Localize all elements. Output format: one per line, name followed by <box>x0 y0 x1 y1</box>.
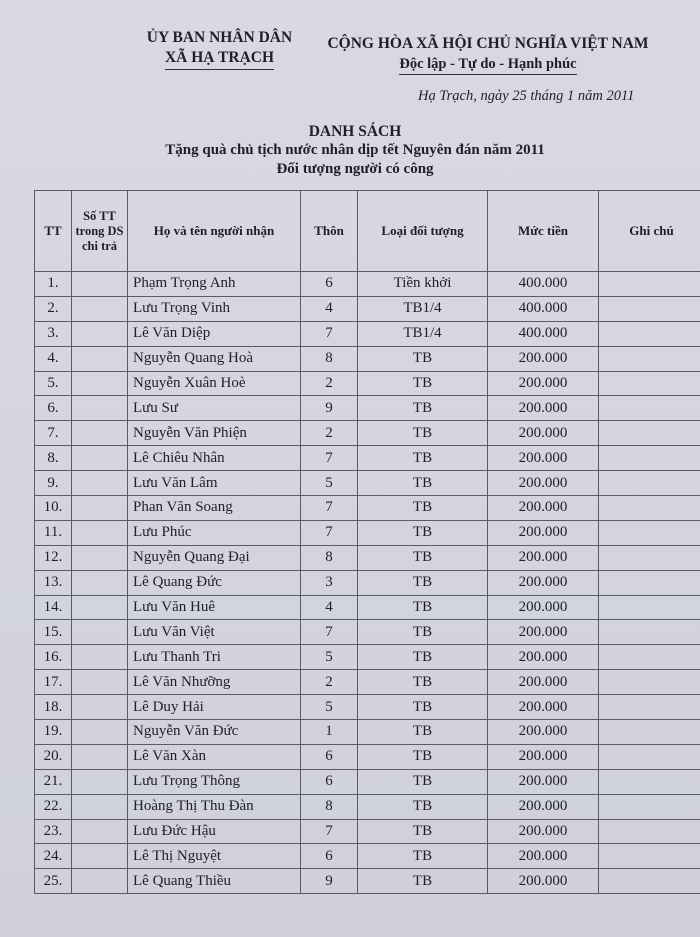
table-row <box>35 570 700 595</box>
row-stt <box>72 869 128 894</box>
row-stt <box>72 520 128 545</box>
row-tien: 400.000 <box>488 321 599 346</box>
row-stt <box>72 296 128 321</box>
row-name: Lưu Sư <box>128 396 301 421</box>
row-loai: TB <box>358 545 488 570</box>
row-ghichu <box>599 321 700 346</box>
row-stt <box>72 794 128 819</box>
row-ghichu <box>599 570 700 595</box>
row-thon: 2 <box>301 371 358 396</box>
recipient-table <box>34 190 700 894</box>
row-number: 10. <box>35 496 72 521</box>
row-tien: 200.000 <box>488 446 599 471</box>
row-loai: TB <box>358 869 488 894</box>
issuer-line2: XÃ HẠ TRẠCH <box>165 48 274 70</box>
row-loai: TB <box>358 844 488 869</box>
row-name: Lưu Trọng Thông <box>128 769 301 794</box>
row-stt <box>72 720 128 745</box>
row-loai: TB <box>358 670 488 695</box>
row-ghichu <box>599 446 700 471</box>
row-name: Phan Văn Soang <box>128 496 301 521</box>
row-thon: 2 <box>301 421 358 446</box>
row-thon: 5 <box>301 645 358 670</box>
table-row <box>35 794 700 819</box>
row-tien: 200.000 <box>488 744 599 769</box>
row-tien: 200.000 <box>488 545 599 570</box>
row-ghichu <box>599 346 700 371</box>
header-ghichu: Ghi chú <box>599 191 700 272</box>
row-ghichu <box>599 670 700 695</box>
row-name: Lưu Văn Việt <box>128 620 301 645</box>
row-thon: 8 <box>301 346 358 371</box>
row-number: 1. <box>35 272 72 297</box>
row-ghichu <box>599 769 700 794</box>
table-row <box>35 446 700 471</box>
row-number: 7. <box>35 421 72 446</box>
table-row <box>35 595 700 620</box>
row-thon: 6 <box>301 844 358 869</box>
row-name: Phạm Trọng Anh <box>128 272 301 297</box>
row-ghichu <box>599 645 700 670</box>
row-name: Lưu Đức Hậu <box>128 819 301 844</box>
row-loai: TB <box>358 819 488 844</box>
row-tien: 200.000 <box>488 595 599 620</box>
row-number: 19. <box>35 720 72 745</box>
table-header-row <box>35 191 700 272</box>
row-ghichu <box>599 819 700 844</box>
row-stt <box>72 695 128 720</box>
row-name: Lê Quang Đức <box>128 570 301 595</box>
row-name: Lưu Trọng Vinh <box>128 296 301 321</box>
table-row <box>35 720 700 745</box>
row-stt <box>72 471 128 496</box>
table-row <box>35 520 700 545</box>
row-thon: 6 <box>301 272 358 297</box>
row-ghichu <box>599 794 700 819</box>
country-name: CỘNG HÒA XÃ HỘI CHỦ NGHĨA VIỆT NAM <box>327 35 649 52</box>
row-stt <box>72 272 128 297</box>
row-ghichu <box>599 496 700 521</box>
row-loai: TB <box>358 446 488 471</box>
header-thon: Thôn <box>301 191 358 272</box>
table-row <box>35 321 700 346</box>
row-stt <box>72 371 128 396</box>
row-number: 11. <box>35 520 72 545</box>
header-name: Họ và tên người nhận <box>128 191 301 272</box>
row-ghichu <box>599 545 700 570</box>
row-number: 8. <box>35 446 72 471</box>
table-row <box>35 421 700 446</box>
row-thon: 7 <box>301 321 358 346</box>
row-number: 4. <box>35 346 72 371</box>
row-ghichu <box>599 620 700 645</box>
row-name: Lê Văn Diệp <box>128 321 301 346</box>
row-stt <box>72 645 128 670</box>
document-subtitle: Tặng quà chủ tịch nước nhân dịp tết Nguyên đán năm 2011 <box>165 142 545 158</box>
national-motto: Độc lập - Tự do - Hạnh phúc <box>399 54 576 75</box>
row-loai: TB <box>358 396 488 421</box>
row-stt <box>72 620 128 645</box>
row-loai: TB <box>358 371 488 396</box>
row-loai: TB <box>358 794 488 819</box>
row-ghichu <box>599 744 700 769</box>
row-name: Lê Quang Thiều <box>128 869 301 894</box>
row-name: Nguyễn Xuân Hoè <box>128 371 301 396</box>
row-loai: TB <box>358 471 488 496</box>
row-name: Lê Thị Nguyệt <box>128 844 301 869</box>
row-ghichu <box>599 396 700 421</box>
issuer-line1: ỦY BAN NHÂN DÂN <box>146 29 293 46</box>
row-name: Lưu Phúc <box>128 520 301 545</box>
row-number: 22. <box>35 794 72 819</box>
row-number: 24. <box>35 844 72 869</box>
row-ghichu <box>599 272 700 297</box>
row-ghichu <box>599 720 700 745</box>
row-thon: 7 <box>301 620 358 645</box>
row-number: 20. <box>35 744 72 769</box>
row-thon: 9 <box>301 396 358 421</box>
row-tien: 200.000 <box>488 346 599 371</box>
row-tien: 200.000 <box>488 570 599 595</box>
row-tien: 200.000 <box>488 844 599 869</box>
row-thon: 1 <box>301 720 358 745</box>
row-loai: TB <box>358 570 488 595</box>
row-ghichu <box>599 695 700 720</box>
row-name: Nguyễn Văn Phiện <box>128 421 301 446</box>
row-stt <box>72 446 128 471</box>
table-row <box>35 396 700 421</box>
row-ghichu <box>599 296 700 321</box>
row-stt <box>72 545 128 570</box>
row-thon: 7 <box>301 446 358 471</box>
row-name: Lưu Thanh Tri <box>128 645 301 670</box>
row-name: Lưu Văn Lâm <box>128 471 301 496</box>
row-loai: TB <box>358 769 488 794</box>
row-number: 23. <box>35 819 72 844</box>
row-tien: 200.000 <box>488 695 599 720</box>
row-stt <box>72 570 128 595</box>
row-ghichu <box>599 595 700 620</box>
row-tien: 400.000 <box>488 272 599 297</box>
row-stt <box>72 670 128 695</box>
table-row <box>35 496 700 521</box>
table-row <box>35 819 700 844</box>
row-loai: TB <box>358 695 488 720</box>
row-thon: 8 <box>301 545 358 570</box>
row-tien: 200.000 <box>488 421 599 446</box>
table-row <box>35 869 700 894</box>
issuer-block <box>132 28 307 70</box>
row-number: 5. <box>35 371 72 396</box>
row-name: Lưu Văn Huê <box>128 595 301 620</box>
row-loai: TB <box>358 744 488 769</box>
table-row <box>35 272 700 297</box>
row-stt <box>72 321 128 346</box>
table-row <box>35 769 700 794</box>
table-row <box>35 844 700 869</box>
row-tien: 200.000 <box>488 869 599 894</box>
row-name: Lê Văn Xàn <box>128 744 301 769</box>
row-stt <box>72 769 128 794</box>
header-tien: Mức tiền <box>488 191 599 272</box>
row-loai: TB <box>358 620 488 645</box>
table-row <box>35 471 700 496</box>
row-thon: 2 <box>301 670 358 695</box>
row-thon: 7 <box>301 520 358 545</box>
row-loai: TB <box>358 346 488 371</box>
table-row <box>35 620 700 645</box>
row-number: 12. <box>35 545 72 570</box>
table-row <box>35 670 700 695</box>
row-number: 17. <box>35 670 72 695</box>
row-tien: 200.000 <box>488 794 599 819</box>
row-ghichu <box>599 371 700 396</box>
row-loai: TB1/4 <box>358 296 488 321</box>
row-stt <box>72 844 128 869</box>
row-name: Hoàng Thị Thu Đàn <box>128 794 301 819</box>
header-loai: Loại đối tượng <box>358 191 488 272</box>
row-number: 18. <box>35 695 72 720</box>
row-number: 25. <box>35 869 72 894</box>
row-thon: 6 <box>301 744 358 769</box>
row-tien: 200.000 <box>488 645 599 670</box>
row-loai: TB1/4 <box>358 321 488 346</box>
row-tien: 200.000 <box>488 620 599 645</box>
row-stt <box>72 496 128 521</box>
row-number: 9. <box>35 471 72 496</box>
row-thon: 7 <box>301 496 358 521</box>
row-thon: 9 <box>301 869 358 894</box>
row-number: 14. <box>35 595 72 620</box>
row-stt <box>72 744 128 769</box>
row-stt <box>72 595 128 620</box>
row-name: Nguyễn Quang Đại <box>128 545 301 570</box>
row-thon: 5 <box>301 695 358 720</box>
header-stt: Số TT trong DS chi trả <box>72 191 128 272</box>
row-stt <box>72 346 128 371</box>
row-loai: TB <box>358 496 488 521</box>
row-stt <box>72 819 128 844</box>
row-number: 15. <box>35 620 72 645</box>
row-name: Lê Văn Nhưỡng <box>128 670 301 695</box>
row-ghichu <box>599 869 700 894</box>
row-name: Nguyễn Văn Đức <box>128 720 301 745</box>
row-ghichu <box>599 844 700 869</box>
header-tt: TT <box>35 191 72 272</box>
row-ghichu <box>599 421 700 446</box>
row-thon: 6 <box>301 769 358 794</box>
row-number: 13. <box>35 570 72 595</box>
row-number: 6. <box>35 396 72 421</box>
row-name: Lê Chiêu Nhân <box>128 446 301 471</box>
row-number: 3. <box>35 321 72 346</box>
row-number: 2. <box>35 296 72 321</box>
table-row <box>35 296 700 321</box>
row-loai: TB <box>358 595 488 620</box>
row-number: 16. <box>35 645 72 670</box>
row-loai: Tiền khởi <box>358 272 488 297</box>
row-tien: 200.000 <box>488 769 599 794</box>
row-name: Lê Duy Hải <box>128 695 301 720</box>
row-loai: TB <box>358 421 488 446</box>
row-thon: 7 <box>301 819 358 844</box>
row-loai: TB <box>358 520 488 545</box>
document-title-block <box>120 122 590 179</box>
row-tien: 200.000 <box>488 371 599 396</box>
row-loai: TB <box>358 720 488 745</box>
table-row <box>35 346 700 371</box>
row-thon: 4 <box>301 296 358 321</box>
row-stt <box>72 396 128 421</box>
national-heading <box>318 34 658 75</box>
row-tien: 200.000 <box>488 520 599 545</box>
row-stt <box>72 421 128 446</box>
row-name: Nguyễn Quang Hoà <box>128 346 301 371</box>
row-ghichu <box>599 471 700 496</box>
row-tien: 200.000 <box>488 396 599 421</box>
row-tien: 200.000 <box>488 496 599 521</box>
row-thon: 8 <box>301 794 358 819</box>
row-ghichu <box>599 520 700 545</box>
row-tien: 400.000 <box>488 296 599 321</box>
date-line: Hạ Trạch, ngày 25 tháng 1 năm 2011 <box>418 88 635 104</box>
row-thon: 4 <box>301 595 358 620</box>
table-row <box>35 744 700 769</box>
document-category: Đối tượng người có công <box>276 161 434 177</box>
row-thon: 5 <box>301 471 358 496</box>
table-row <box>35 645 700 670</box>
row-thon: 3 <box>301 570 358 595</box>
table-row <box>35 371 700 396</box>
table-row <box>35 695 700 720</box>
row-tien: 200.000 <box>488 670 599 695</box>
row-tien: 200.000 <box>488 471 599 496</box>
document-title: DANH SÁCH <box>308 123 402 140</box>
row-tien: 200.000 <box>488 720 599 745</box>
row-tien: 200.000 <box>488 819 599 844</box>
row-loai: TB <box>358 645 488 670</box>
row-number: 21. <box>35 769 72 794</box>
table-row <box>35 545 700 570</box>
